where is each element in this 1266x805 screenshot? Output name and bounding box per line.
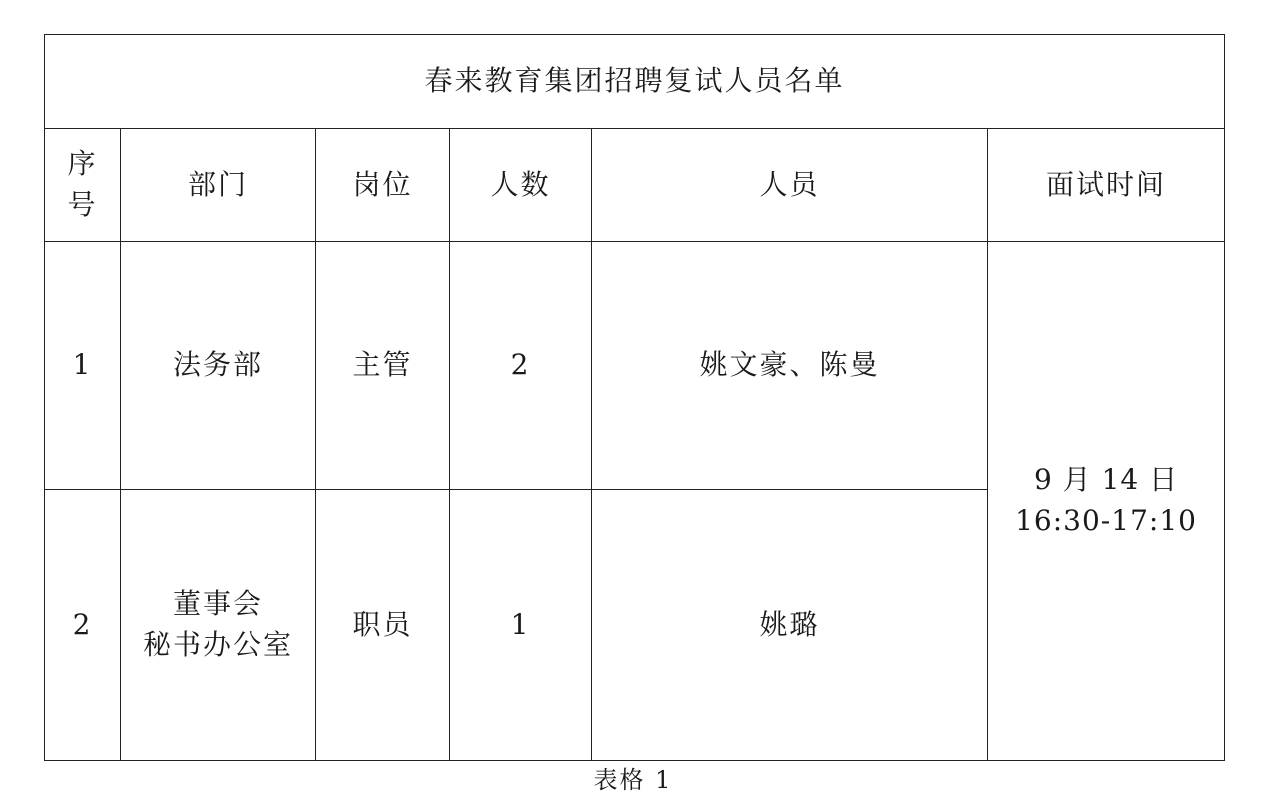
row-department-line2: 秘书办公室 <box>142 628 293 661</box>
row-position: 主管 <box>316 242 450 490</box>
header-seq <box>45 129 121 242</box>
table-caption: 表格 1 <box>593 766 673 794</box>
header-count: 人数 <box>450 129 592 242</box>
row-position: 职员 <box>316 490 450 761</box>
row-department: 法务部 <box>121 242 316 490</box>
row-department <box>121 490 316 761</box>
header-department: 部门 <box>121 129 316 242</box>
title-row <box>45 35 1225 129</box>
recruitment-table <box>44 34 1225 761</box>
interview-date: 9 月 14 日 <box>1033 463 1179 497</box>
header-row <box>45 129 1225 242</box>
header-seq-line1: 序 <box>67 147 98 181</box>
header-interview-time: 面试时间 <box>988 129 1225 242</box>
row-count: 1 <box>450 490 592 761</box>
row-department-line1: 董事会 <box>172 587 263 621</box>
header-position: 岗位 <box>316 129 450 242</box>
header-people: 人员 <box>592 129 988 242</box>
row-seq: 1 <box>45 242 121 490</box>
header-seq-line2: 号 <box>67 188 98 221</box>
row-people: 姚璐 <box>592 490 988 761</box>
interview-time-range: 16:30-17:10 <box>1015 504 1197 537</box>
table-title: 春来教育集团招聘复试人员名单 <box>45 35 1225 129</box>
row-seq: 2 <box>45 490 121 761</box>
row-count: 2 <box>450 242 592 490</box>
interview-time-cell <box>988 242 1225 761</box>
table-row <box>45 242 1225 490</box>
row-people: 姚文豪、陈曼 <box>592 242 988 490</box>
